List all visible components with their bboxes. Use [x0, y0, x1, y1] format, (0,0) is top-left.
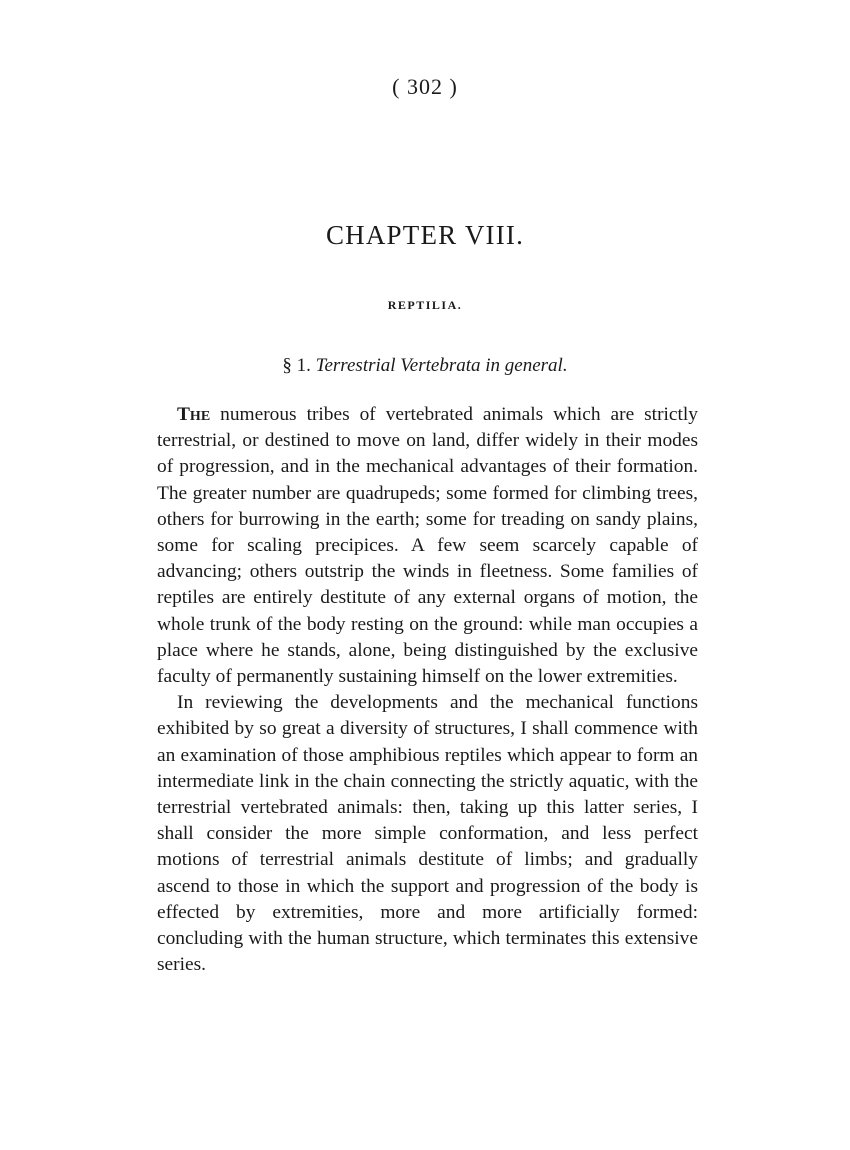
paragraph-2 — [157, 690, 698, 978]
body-text — [157, 402, 698, 978]
page-number: ( 302 ) — [392, 74, 458, 99]
paragraph-1-lead: The — [177, 404, 211, 425]
section-heading — [0, 355, 850, 377]
paragraph-1 — [157, 402, 698, 690]
chapter-subject: REPTILIA. — [387, 298, 463, 312]
paragraph-1-text: numerous tribes of vertebrated animals which are strictly terrestrial, or destined to move on land, differ widely in their modes of progression, and in the mechanical advantages of their formation. The greater number are quadrupeds; some formed for climbing trees, others for burrowing in the earth; some for treading on sandy plains, some for scaling precipices. A few seem scarcely capable of advancing; others outstrip the winds in fleetness. Some families of reptiles are entirely destitute of any external organs of motion, the whole trunk of the body resting on the ground: while man occupies a place where he stands, alone, being distinguished by the exclusive faculty of permanently sustaining himself on the lower extremities. — [157, 404, 698, 688]
paragraph-2-text: In reviewing the developments and the mechanical functions exhibited by so great a diversity of structures, I shall commence with an examination of those amphibious reptiles which appear to form an intermediate link in the chain connecting the strictly aquatic, with the terrestrial vertebrated animals: then, taking up this latter series, I shall consider the more simple conformation, and less perfect motions of terrestrial animals destitute of limbs; and gradually ascend to those in which the support and progression of the body is effected by extremities, more and more artificially formed: concluding with the human structure, which terminates this extensive series. — [157, 692, 698, 976]
section-title: Terrestrial Vertebrata in general. — [315, 355, 568, 376]
section-symbol: § 1. — [282, 355, 311, 376]
chapter-title: CHAPTER VIII. — [325, 220, 525, 250]
